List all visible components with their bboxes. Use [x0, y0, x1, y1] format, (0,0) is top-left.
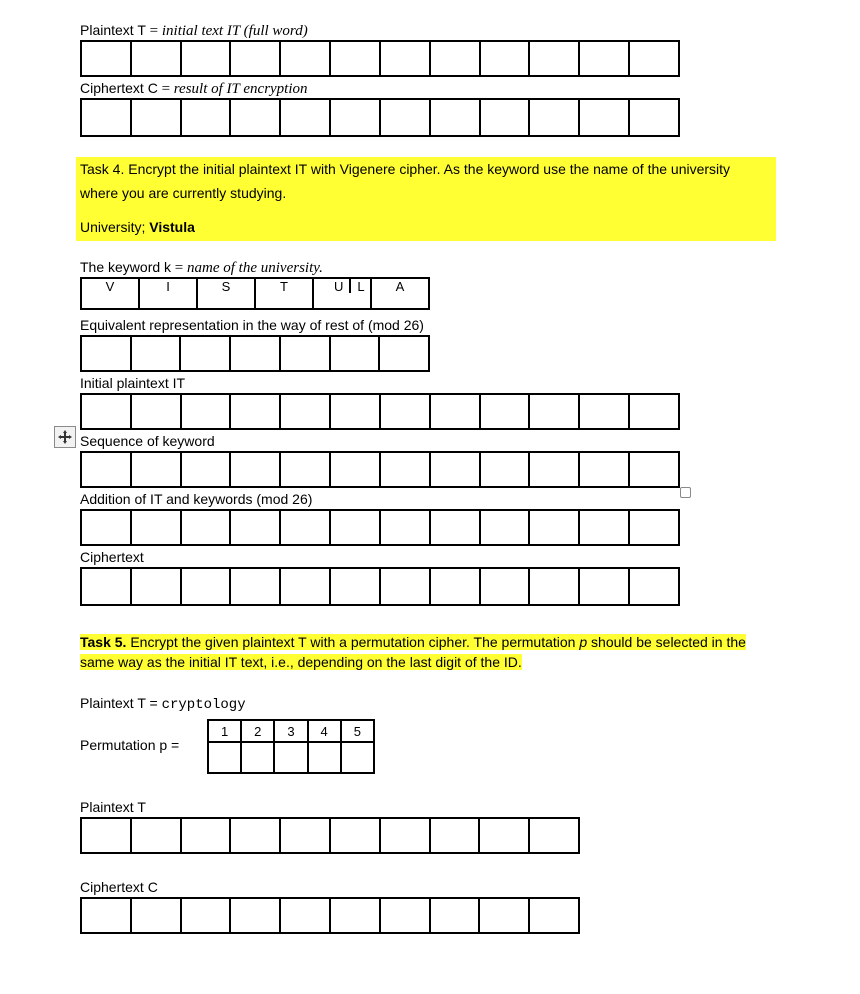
plaintext-t-grid — [80, 817, 580, 854]
grid-cell[interactable] — [430, 452, 480, 487]
grid-cell[interactable] — [330, 898, 380, 933]
grid-cell[interactable] — [480, 568, 530, 605]
grid-cell[interactable] — [430, 99, 480, 136]
grid-cell[interactable] — [330, 818, 380, 853]
permutation-input-cell[interactable] — [241, 742, 274, 773]
task5-text-b: should be selected in the same way as the initial IT text, i.e., depending on the last digit of the ID. — [80, 634, 746, 670]
grid-cell[interactable] — [480, 394, 530, 429]
permutation-number-cell — [274, 720, 307, 742]
grid-cell[interactable] — [529, 41, 579, 76]
keyword-letter: U — [334, 279, 344, 294]
university-name: Vistula — [149, 219, 195, 235]
permutation-grid — [207, 719, 375, 774]
grid-cell[interactable] — [480, 41, 530, 76]
grid-cell[interactable] — [81, 898, 131, 933]
keyword-letter-cell — [255, 278, 313, 309]
grid-cell[interactable] — [579, 568, 629, 605]
ciphertext-c-label-top — [80, 79, 308, 98]
grid-cell[interactable] — [529, 394, 579, 429]
ciphertext-c-description: result of IT encryption — [173, 81, 308, 97]
grid-cell[interactable] — [629, 99, 679, 136]
ciphertext-grid — [80, 567, 680, 606]
grid-cell[interactable] — [81, 568, 131, 605]
keyword-letter: V — [105, 279, 115, 294]
task5-lead: Task 5. — [80, 634, 127, 650]
initial-plaintext-label: Initial plaintext IT — [80, 375, 186, 391]
grid-cell[interactable] — [131, 898, 181, 933]
grid-cell[interactable] — [579, 41, 629, 76]
keyword-letter: T — [280, 279, 288, 294]
permutation-label: Permutation p = — [80, 737, 180, 753]
keyword-letter: S — [221, 279, 231, 294]
equals-sign: = — [145, 23, 162, 39]
ciphertext-it-grid — [80, 98, 680, 137]
grid-cell[interactable] — [81, 41, 131, 76]
grid-cell[interactable] — [380, 818, 430, 853]
permutation-input-cell[interactable] — [208, 742, 241, 773]
grid-cell[interactable] — [379, 336, 429, 371]
grid-cell[interactable] — [330, 510, 380, 545]
grid-cell[interactable] — [230, 394, 280, 429]
permutation-number: 4 — [320, 723, 328, 739]
grid-cell[interactable] — [131, 99, 181, 136]
grid-cell[interactable] — [579, 452, 629, 487]
grid-cell[interactable] — [579, 510, 629, 545]
grid-cell[interactable] — [629, 394, 679, 429]
grid-cell[interactable] — [629, 510, 679, 545]
given-plaintext-prefix: Plaintext T = — [80, 695, 162, 711]
grid-cell[interactable] — [529, 898, 579, 933]
sequence-keyword-grid — [80, 451, 680, 488]
task4-block — [76, 157, 776, 241]
initial-plaintext-grid — [80, 393, 680, 430]
grid-cell[interactable] — [330, 336, 380, 371]
grid-cell[interactable] — [230, 510, 280, 545]
equals-sign: = — [171, 260, 188, 276]
given-plaintext-line — [80, 694, 246, 714]
grid-cell[interactable] — [430, 394, 480, 429]
grid-cell[interactable] — [181, 898, 231, 933]
grid-cell[interactable] — [181, 568, 231, 605]
grid-cell[interactable] — [479, 818, 529, 853]
grid-cell[interactable] — [131, 818, 181, 853]
grid-cell[interactable] — [280, 898, 330, 933]
task5-block — [80, 632, 780, 672]
grid-cell[interactable] — [81, 510, 131, 545]
ciphertext-c-prefix: Ciphertext C — [80, 80, 158, 96]
move-arrows-icon — [57, 429, 73, 445]
addition-grid — [80, 509, 680, 546]
grid-cell[interactable] — [529, 452, 579, 487]
grid-cell[interactable] — [81, 452, 131, 487]
plaintext-t-description: initial text IT (full word) — [161, 23, 308, 39]
grid-cell[interactable] — [529, 568, 579, 605]
move-icon[interactable] — [54, 426, 76, 448]
grid-cell[interactable] — [230, 41, 280, 76]
grid-cell[interactable] — [579, 99, 629, 136]
grid-cell[interactable] — [579, 394, 629, 429]
keyword-letter-cell — [371, 278, 429, 309]
keyword-prefix: The keyword k — [80, 259, 172, 275]
permutation-number-cell — [341, 720, 374, 742]
keyword-grid — [80, 277, 430, 310]
keyword-letter-cell — [139, 278, 197, 309]
given-plaintext-word: cryptology — [161, 697, 246, 713]
grid-cell[interactable] — [480, 99, 530, 136]
university-prefix: University; — [80, 219, 150, 235]
grid-cell[interactable] — [280, 41, 330, 76]
grid-cell[interactable] — [230, 336, 280, 371]
plaintext-t-label-bottom: Plaintext T — [80, 799, 146, 815]
grid-cell[interactable] — [330, 568, 380, 605]
grid-cell[interactable] — [280, 568, 330, 605]
grid-cell[interactable] — [629, 41, 679, 76]
grid-cell[interactable] — [380, 452, 430, 487]
task5-text-a: Encrypt the given plaintext T with a permutation cipher. The permutation — [126, 634, 580, 650]
permutation-number-cell — [308, 720, 341, 742]
grid-cell[interactable] — [380, 99, 430, 136]
grid-cell[interactable] — [430, 510, 480, 545]
grid-cell[interactable] — [629, 452, 679, 487]
plaintext-it-grid — [80, 40, 680, 77]
permutation-number: 2 — [254, 723, 262, 739]
grid-cell[interactable] — [230, 818, 280, 853]
grid-cell[interactable] — [330, 99, 380, 136]
grid-cell[interactable] — [330, 452, 380, 487]
grid-cell[interactable] — [230, 898, 280, 933]
keyword-letter: I — [166, 279, 170, 294]
grid-cell[interactable] — [181, 99, 231, 136]
grid-cell[interactable] — [81, 336, 131, 371]
grid-cell[interactable] — [330, 41, 380, 76]
grid-cell[interactable] — [430, 898, 480, 933]
sequence-keyword-label: Sequence of keyword — [80, 433, 215, 449]
keyword-letter: A — [395, 279, 405, 294]
grid-cell[interactable] — [181, 394, 231, 429]
keyword-label — [80, 258, 323, 277]
grid-cell[interactable] — [529, 99, 579, 136]
plaintext-t-label — [80, 21, 308, 40]
keyword-letter-cell — [197, 278, 255, 309]
grid-cell[interactable] — [181, 818, 231, 853]
grid-cell[interactable] — [181, 510, 231, 545]
addition-label: Addition of IT and keywords (mod 26) — [80, 491, 313, 507]
grid-cell[interactable] — [430, 41, 480, 76]
grid-cell[interactable] — [131, 568, 181, 605]
ciphertext-c-grid — [80, 897, 580, 934]
grid-cell[interactable] — [380, 41, 430, 76]
grid-cell[interactable] — [280, 336, 330, 371]
grid-cell[interactable] — [529, 818, 579, 853]
task5-p: p — [579, 634, 588, 650]
grid-cell[interactable] — [280, 99, 330, 136]
grid-cell[interactable] — [280, 452, 330, 487]
grid-cell[interactable] — [81, 99, 131, 136]
grid-cell[interactable] — [480, 510, 530, 545]
resize-handle-icon[interactable] — [680, 487, 691, 498]
grid-cell[interactable] — [181, 452, 231, 487]
permutation-number: 1 — [220, 723, 229, 739]
grid-cell[interactable] — [480, 452, 530, 487]
grid-cell[interactable] — [81, 818, 131, 853]
permutation-input-cell[interactable] — [341, 742, 374, 773]
grid-cell[interactable] — [330, 394, 380, 429]
permutation-input-cell[interactable] — [274, 742, 307, 773]
grid-cell[interactable] — [380, 510, 430, 545]
task4-text: Task 4. Encrypt the initial plaintext IT with Vigenere cipher. As the keyword use the name of the university where you are currently studying. — [80, 161, 731, 201]
grid-cell[interactable] — [380, 898, 430, 933]
grid-cell[interactable] — [131, 336, 181, 371]
grid-cell[interactable] — [430, 818, 480, 853]
grid-cell[interactable] — [380, 568, 430, 605]
grid-cell[interactable] — [230, 452, 280, 487]
ciphertext-label: Ciphertext — [80, 549, 144, 565]
grid-cell[interactable] — [230, 568, 280, 605]
grid-cell[interactable] — [430, 568, 480, 605]
grid-cell[interactable] — [280, 510, 330, 545]
grid-cell[interactable] — [131, 394, 181, 429]
permutation-number-cell — [208, 720, 241, 742]
university-line — [76, 217, 776, 237]
mod26-grid — [80, 335, 430, 372]
permutation-number: 5 — [353, 723, 361, 739]
grid-cell[interactable] — [479, 898, 529, 933]
grid-cell[interactable] — [131, 41, 181, 76]
grid-cell[interactable] — [131, 452, 181, 487]
keyword-letter: L — [357, 279, 365, 294]
grid-cell[interactable] — [280, 394, 330, 429]
mod26-label: Equivalent representation in the way of rest of (mod 26) — [80, 317, 424, 333]
grid-cell[interactable] — [131, 510, 181, 545]
keyword-letter-cell — [81, 278, 139, 309]
plaintext-t-prefix: Plaintext T — [80, 22, 146, 38]
equals-sign: = — [157, 81, 174, 97]
permutation-input-cell[interactable] — [308, 742, 341, 773]
ciphertext-c-label-bottom: Ciphertext C — [80, 879, 158, 895]
grid-cell[interactable] — [230, 99, 280, 136]
grid-cell[interactable] — [180, 336, 230, 371]
keyword-letter-cell — [313, 278, 371, 309]
grid-cell[interactable] — [280, 818, 330, 853]
grid-cell[interactable] — [529, 510, 579, 545]
grid-cell[interactable] — [81, 394, 131, 429]
permutation-number: 3 — [287, 723, 295, 739]
task5-highlighted-text — [80, 634, 746, 670]
grid-cell[interactable] — [629, 568, 679, 605]
permutation-number-cell — [241, 720, 274, 742]
grid-cell[interactable] — [380, 394, 430, 429]
grid-cell[interactable] — [181, 41, 231, 76]
keyword-description: name of the university. — [187, 260, 323, 276]
